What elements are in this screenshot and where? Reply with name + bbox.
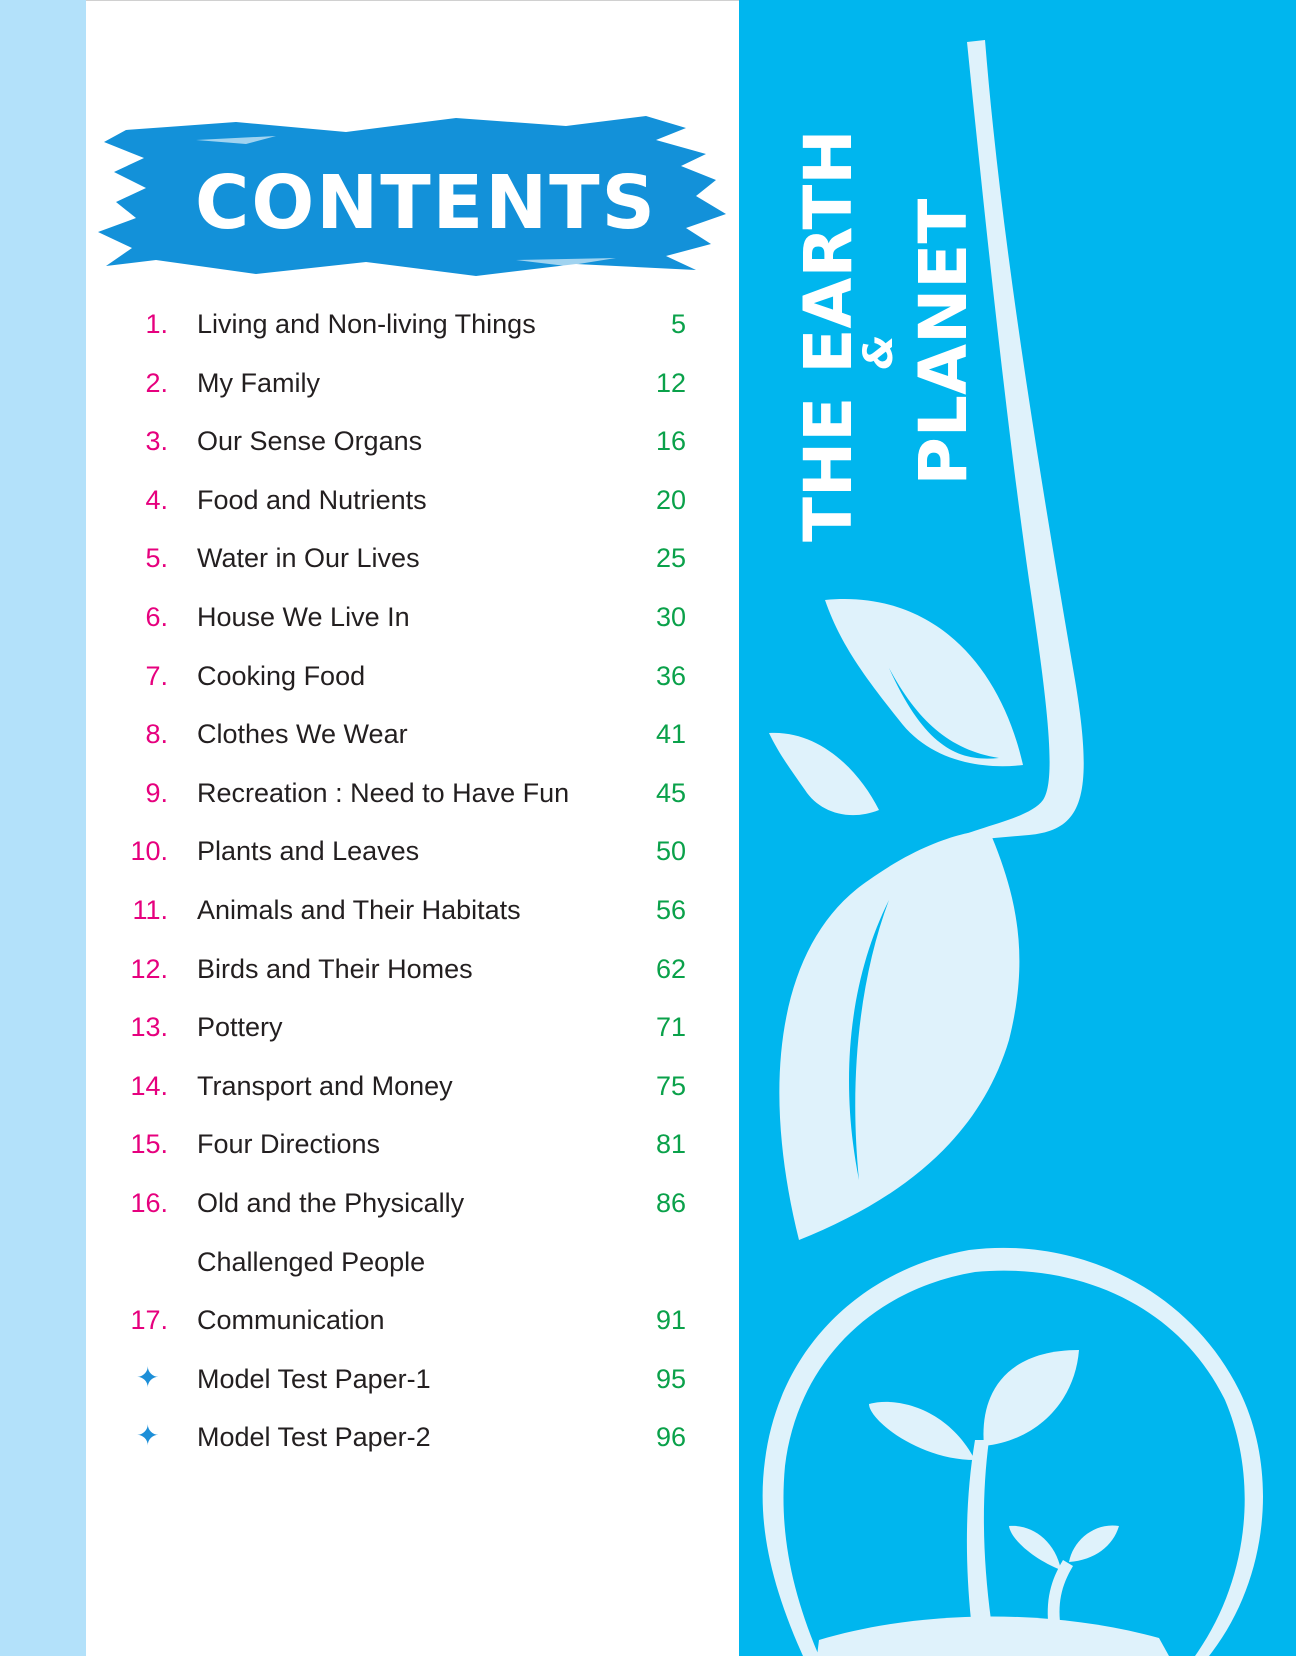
toc-entry	[86, 294, 739, 353]
left-edge-strip	[0, 0, 86, 1656]
chapter-number: 10.	[130, 836, 168, 867]
chapter-number: 2.	[145, 367, 168, 398]
page-number: 75	[655, 1070, 686, 1101]
chapter-title: Pottery	[197, 1012, 283, 1043]
chapter-number: 14.	[130, 1070, 168, 1101]
toc-entry	[86, 646, 739, 705]
chapter-title: Birds and Their Homes	[197, 953, 473, 984]
chapter-number: 8.	[145, 719, 168, 750]
toc-entry	[86, 1232, 739, 1291]
chapter-title: Food and Nutrients	[197, 484, 427, 515]
chapter-title: Model Test Paper-2	[197, 1422, 431, 1453]
page-number: 30	[655, 601, 686, 632]
page-number: 12	[655, 367, 686, 398]
page-number: 36	[655, 660, 686, 691]
chapter-title: Communication	[197, 1305, 385, 1336]
toc-entry	[86, 470, 739, 529]
chapter-number: 16.	[130, 1187, 168, 1218]
toc-entry	[86, 939, 739, 998]
page-number: 95	[655, 1363, 686, 1394]
chapter-number: 17.	[130, 1305, 168, 1336]
chapter-title: Four Directions	[197, 1129, 381, 1160]
page-number: 20	[655, 484, 686, 515]
chapter-title: Plants and Leaves	[197, 836, 420, 867]
chapter-title: Living and Non-living Things	[197, 309, 536, 339]
chapter-number: 12.	[130, 953, 168, 984]
toc-entry	[86, 704, 739, 763]
page-number: 96	[655, 1422, 686, 1453]
chapter-number: 9.	[145, 777, 168, 808]
page-number: 50	[655, 836, 686, 867]
page-number: 16	[655, 426, 686, 457]
chapter-title: Cooking Food	[197, 660, 366, 691]
four-point-star-icon: ✦	[136, 1420, 160, 1452]
chapter-title: House We Live In	[197, 601, 410, 632]
page-number: 41	[655, 719, 686, 750]
chapter-title: Water in Our Lives	[197, 543, 420, 574]
chapter-title: Our Sense Organs	[197, 426, 423, 457]
toc-entry	[86, 411, 739, 470]
chapter-title: Old and the Physically	[197, 1187, 465, 1218]
toc-entry	[86, 880, 739, 939]
chapter-number: 13.	[130, 1012, 168, 1043]
toc-entry	[86, 997, 739, 1056]
toc-entry	[86, 1173, 739, 1232]
toc-entry	[86, 1407, 739, 1466]
page-number: 56	[655, 894, 686, 925]
page-number: 5	[670, 309, 686, 339]
toc-entry	[86, 1290, 739, 1349]
chapter-number: 7.	[145, 660, 168, 691]
four-point-star-icon: ✦	[136, 1361, 160, 1393]
side-title-ampersand: &	[856, 334, 902, 370]
toc-entry	[86, 587, 739, 646]
page-number: 91	[655, 1305, 686, 1336]
chapter-title: Recreation : Need to Have Fun	[197, 777, 570, 808]
decorative-side-panel	[739, 0, 1296, 1656]
chapter-title: Challenged People	[197, 1246, 426, 1277]
toc-entry	[86, 821, 739, 880]
side-title-line2: PLANET	[905, 198, 982, 486]
chapter-number: 3.	[145, 426, 168, 457]
page-number: 86	[655, 1187, 686, 1218]
chapter-number: 1.	[145, 309, 168, 339]
page-number: 45	[655, 777, 686, 808]
page-number: 62	[655, 953, 686, 984]
chapter-title: Animals and Their Habitats	[197, 894, 521, 925]
toc-entry	[86, 1349, 739, 1408]
toc-entry	[86, 528, 739, 587]
contents-heading: CONTENTS	[195, 159, 657, 246]
chapter-title: Clothes We Wear	[197, 719, 408, 750]
chapter-title: Model Test Paper-1	[197, 1363, 431, 1394]
contents-banner	[96, 110, 726, 285]
table-of-contents	[86, 294, 739, 1466]
chapter-title: My Family	[197, 367, 320, 398]
toc-entry	[86, 1114, 739, 1173]
page-number: 71	[655, 1012, 686, 1043]
page-number: 81	[655, 1129, 686, 1160]
chapter-number: 5.	[145, 543, 168, 574]
toc-entry	[86, 763, 739, 822]
chapter-number: 11.	[132, 894, 168, 925]
page-number: 25	[655, 543, 686, 574]
toc-entry	[86, 1056, 739, 1115]
toc-entry	[86, 353, 739, 412]
chapter-number: 4.	[145, 484, 168, 515]
side-title-line1: THE EARTH	[790, 129, 867, 542]
chapter-title: Transport and Money	[197, 1070, 453, 1101]
chapter-number: 6.	[145, 601, 168, 632]
chapter-number: 15.	[130, 1129, 168, 1160]
